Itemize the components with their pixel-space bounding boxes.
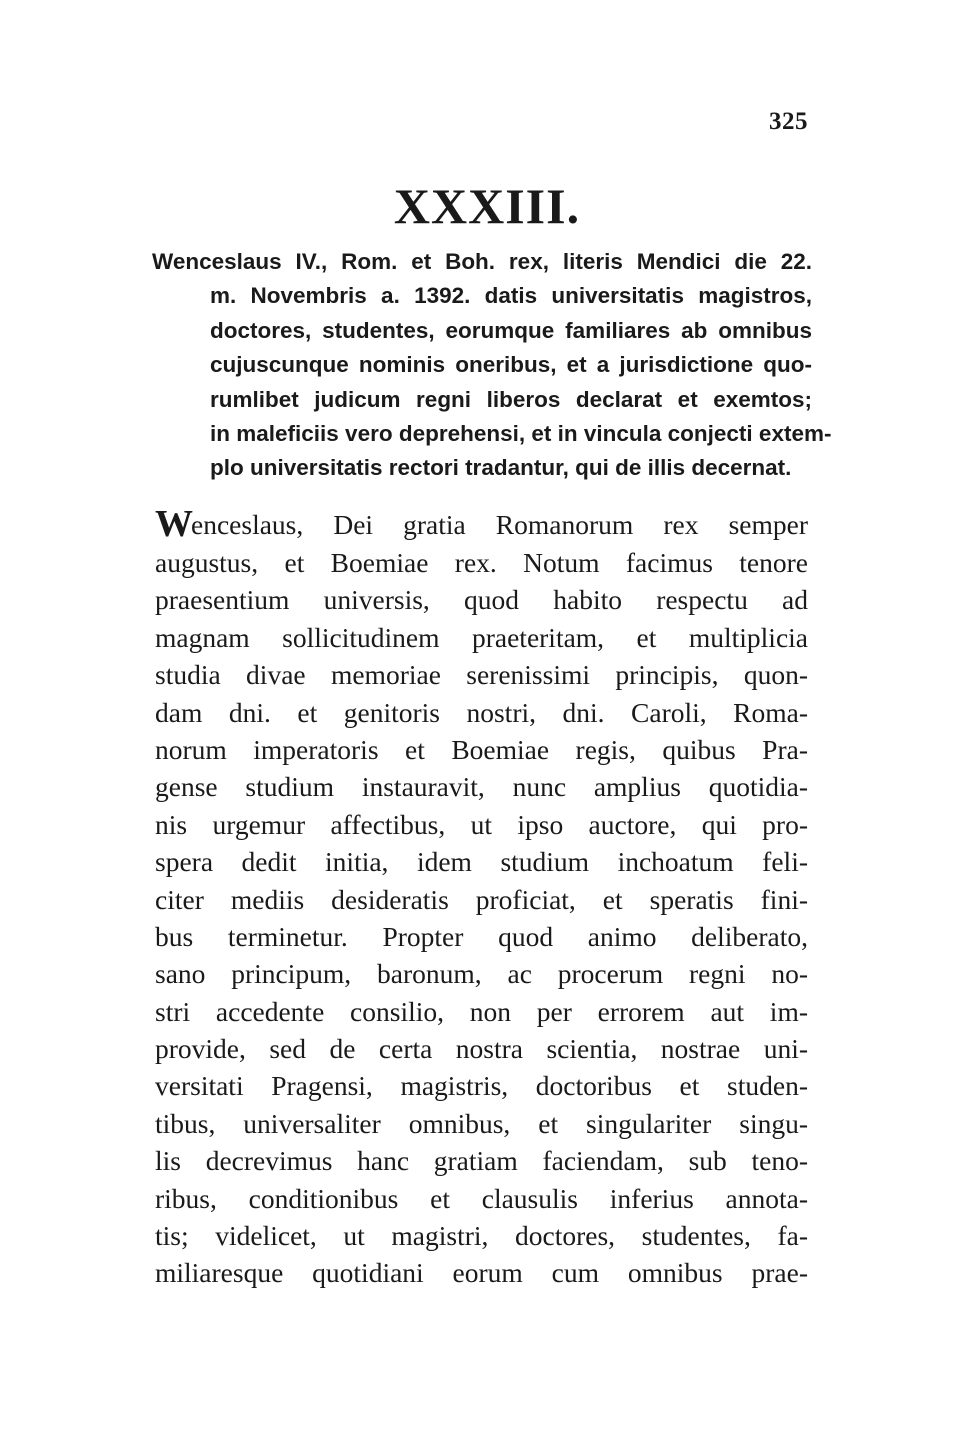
body-line: tis; videlicet, ut magistri, doctores, studentes, fa- <box>155 1220 808 1252</box>
body-line: studia divae memoriae serenissimi principis, quon- <box>155 659 808 691</box>
body-line: tibus, universaliter omnibus, et singulariter singu- <box>155 1107 808 1139</box>
summary-paragraph <box>152 245 832 486</box>
body-line: provide, sed de certa nostra scientia, nostrae uni- <box>155 1033 808 1065</box>
body-text <box>155 503 808 1292</box>
body-line: dam dni. et genitoris nostri, dni. Caroli, Roma- <box>155 696 808 728</box>
drop-initial: W <box>155 503 191 545</box>
summary-line: plo universitatis rectori tradantur, qui de illis decernat. <box>210 455 792 481</box>
body-line: praesentium universis, quod habito respectu ad <box>155 584 808 616</box>
body-line: citer mediis desideratis proficiat, et speratis fini- <box>155 883 808 915</box>
summary-line: doctores, studentes, eorumque familiares ab omnibus <box>210 317 812 343</box>
summary-line: cujuscunque nominis oneribus, et a jurisdictione quo- <box>210 352 812 378</box>
summary-line: in maleficiis vero deprehensi, et in vincula conjecti extem- <box>210 420 832 446</box>
body-line: sano principum, baronum, ac procerum regni no- <box>155 958 808 990</box>
body-line-first <box>155 503 808 545</box>
body-line: nis urgemur affectibus, ut ipso auctore, qui pro- <box>155 808 808 840</box>
body-line: gense studium instauravit, nunc amplius quotidia- <box>155 771 808 803</box>
body-line: versitati Pragensi, magistris, doctoribus et studen- <box>155 1070 808 1102</box>
body-line: augustus, et Boemiae rex. Notum facimus tenore <box>155 547 808 578</box>
body-line: stri accedente consilio, non per errorem aut im- <box>155 995 808 1027</box>
summary-line: Wenceslaus IV., Rom. et Boh. rex, literis Mendici die 22. <box>152 249 812 274</box>
body-line: miliaresque quotidiani eorum cum omnibus prae- <box>155 1257 808 1289</box>
body-line: ribus, conditionibus et clausulis inferius annota- <box>155 1182 808 1214</box>
summary-line: m. Novembris a. 1392. datis universitatis magistros, <box>210 283 812 309</box>
body-line: lis decrevimus hanc gratiam faciendam, sub teno- <box>155 1145 808 1177</box>
summary-line: rumlibet judicum regni liberos declarat et exemtos; <box>210 386 812 412</box>
body-line: spera dedit initia, idem studium inchoatum feli- <box>155 846 808 878</box>
chapter-heading: XXXIII. <box>393 178 581 234</box>
body-line: norum imperatoris et Boemiae regis, quibus Pra- <box>155 733 808 765</box>
body-line: magnam sollicitudinem praeteritam, et multiplicia <box>155 621 808 653</box>
first-line-text: enceslaus, Dei gratia Romanorum rex semper <box>191 509 808 540</box>
body-line: bus terminetur. Propter quod animo deliberato, <box>155 920 808 952</box>
page-number: 325 <box>769 108 808 135</box>
